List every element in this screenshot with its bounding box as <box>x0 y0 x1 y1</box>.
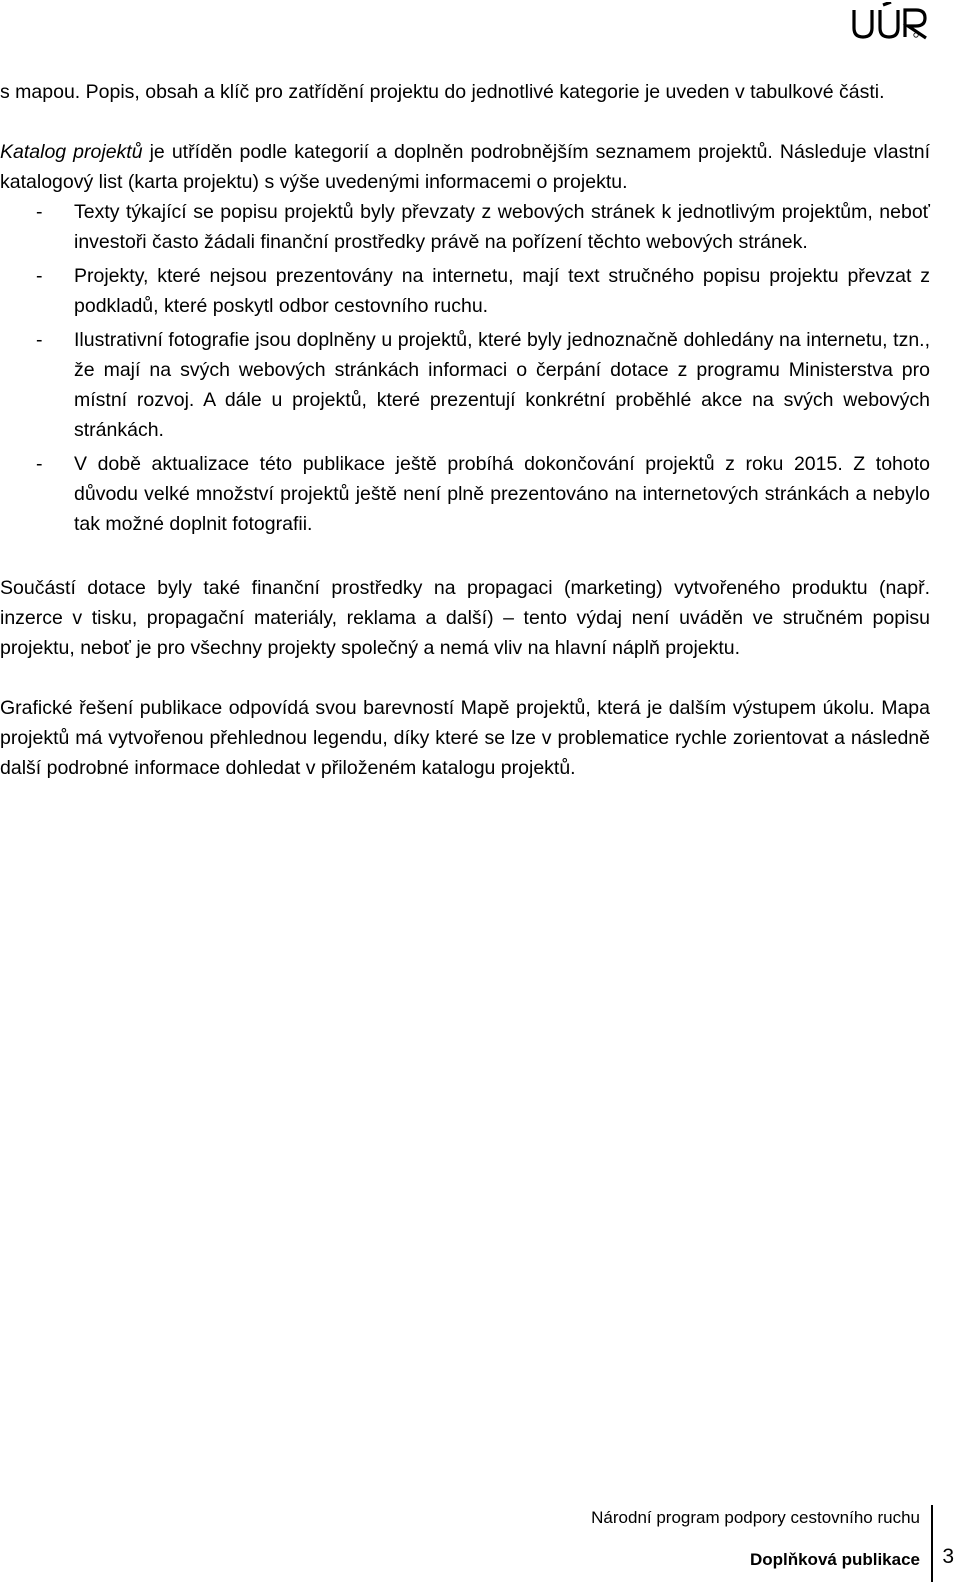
paragraph-marketing: Součástí dotace byly také finanční prostředky na propagaci (marketing) vytvořeného produktu (např. inzerce v tisku, propagační materiály, reklama a další) – tento výdaj není uváděn ve stručném popisu projektu, neboť je pro všechny projekty společný a nemá vliv na hlavní náplň projektu. <box>0 577 930 659</box>
document-body <box>0 77 930 783</box>
list-item <box>0 261 930 321</box>
list-item-text: Ilustrativní fotografie jsou doplněny u projektů, které byly jednoznačně dohledány na internetu, tzn., že mají na svých webových stránkách informaci o čerpání dotace z programu Ministerstva pro místní rozvoj. A dále u projektů, které prezentují konkrétní proběhlé akce na svých webových stránkách. <box>74 329 930 441</box>
paragraph-graphics: Grafické řešení publikace odpovídá svou barevností Mapě projektů, která je dalším výstupem úkolu. Mapa projektů má vytvořenou přehlednou legendu, díky které se lze v problematice rychle zorientovat a následně další podrobné informace dohledat v přiloženém katalogu projektů. <box>0 697 930 779</box>
footer-organization: Národní program podpory cestovního ruchu <box>591 1508 920 1527</box>
bullet-dash: - <box>36 201 43 223</box>
paragraph-catalog <box>0 137 930 197</box>
bullet-dash: - <box>36 329 43 351</box>
bullet-dash: - <box>36 453 43 475</box>
list-item-text: Texty týkající se popisu projektů byly převzaty z webových stránek k jednotlivým projektům, neboť investoři často žádali finanční prostředky právě na pořízení těchto webových stránek. <box>74 201 930 253</box>
footer-publication: Doplňková publikace <box>749 1550 920 1569</box>
notes-list <box>0 197 930 539</box>
catalog-text: je utříděn podle kategorií a doplněn podrobnějším seznamem projektů. Následuje vlastní katalogový list (karta projektu) s výše uvedenými informacemi o projektu. <box>0 141 931 193</box>
page-footer <box>0 1497 960 1582</box>
paragraph-map: s mapou. Popis, obsah a klíč pro zatřídění projektu do jednotlivé kategorie je uveden v tabulkové části. <box>0 81 885 103</box>
list-item-text: V době aktualizace této publikace ještě probíhá dokončování projektů z roku 2015. Z tohoto důvodu velké množství projektů ještě není plně prezentováno na internetových stránkách a nebylo tak možné doplnit fotografii. <box>74 453 930 535</box>
page-number: 3 <box>942 1545 954 1568</box>
catalog-term: Katalog projektů <box>0 141 143 163</box>
list-item <box>0 197 930 257</box>
footer-divider <box>931 1505 933 1582</box>
uur-logo-icon <box>850 2 930 40</box>
list-item <box>0 325 930 445</box>
list-item-text: Projekty, které nejsou prezentovány na internetu, mají text stručného popisu projektu převzat z podkladů, které poskytl odbor cestovního ruchu. <box>74 265 930 317</box>
bullet-dash: - <box>36 265 43 287</box>
list-item <box>0 449 930 539</box>
